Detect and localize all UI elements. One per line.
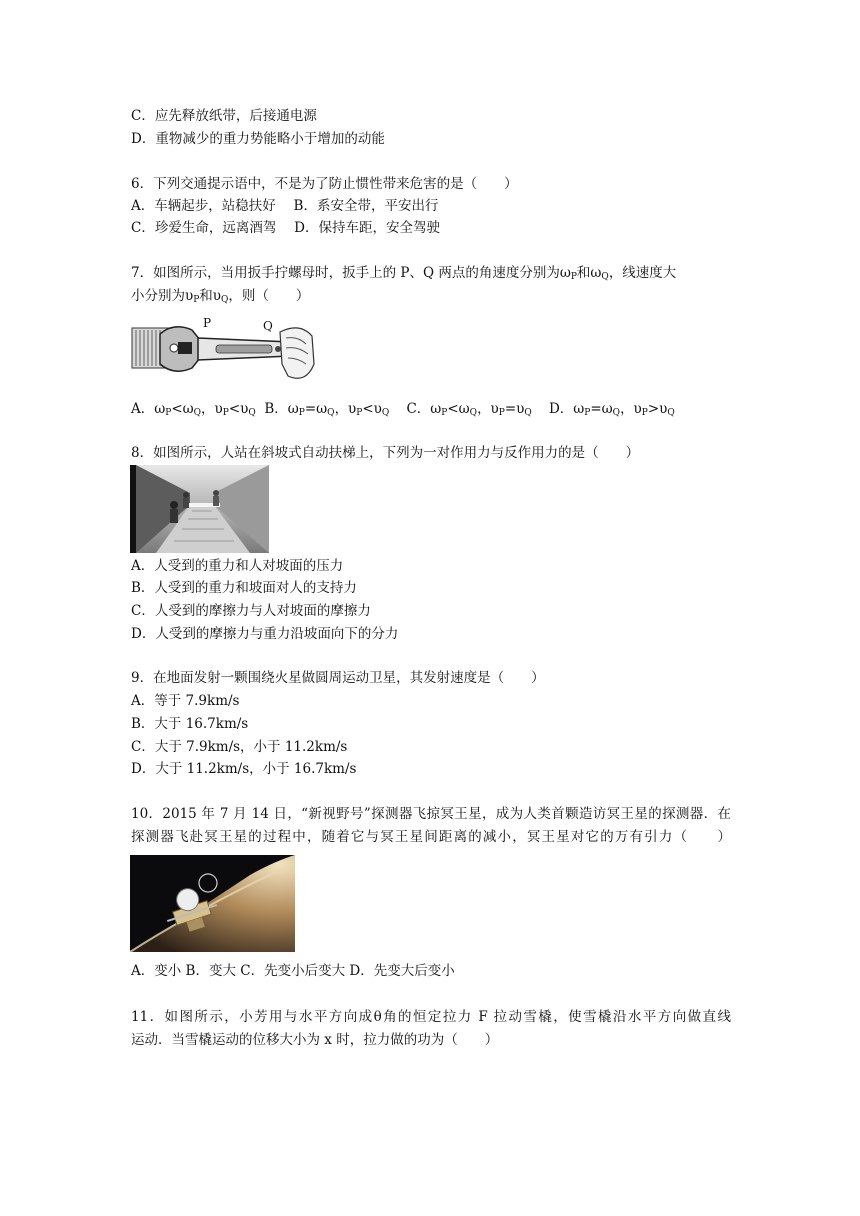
q10-options: A．变小 B．变大 C．先变小后变大 D．先变大后变小 <box>131 963 455 979</box>
q8-escalator-photo <box>130 465 269 553</box>
q6-stem: 6．下列交通提示语中，不是为了防止惯性带来危害的是（ ） <box>131 176 518 192</box>
q9-stem: 9．在地面发射一颗围绕火星做圆周运动卫星，其发射速度是（ ） <box>131 670 545 686</box>
q6-options-row1: A．车辆起步，站稳扶好 B．系安全带，平安出行 <box>131 198 439 214</box>
q10-stem-line1: 10．2015 年 7 月 14 日，“新视野号”探测器飞掠冥王星，成为人类首颗造访冥王星的探测器．在 <box>131 806 731 822</box>
q8-option-a: A．人受到的重力和人对坡面的压力 <box>131 558 344 574</box>
q5-option-d: D．重物减少的重力势能略小于增加的动能 <box>131 131 385 147</box>
q7-options: A．$\omega_P<\omega_Q$，$\upsilon_P<\upsilon_Q$ B．$\omega_P=\omega_Q$，$\upsilon_P<\upsilon_Q$ C．$\omega_P<\omega_Q$，$\upsilon_P=\upsilon_Q$ D．$\omega_P=\omega_Q$，$\upsilon_P>\upsilon_Q$ <box>131 401 675 418</box>
q10-stem-line2: 探测器飞赴冥王星的过程中，随着它与冥王星间距离的减小，冥王星对它的万有引力（ ） <box>131 829 731 845</box>
q7-fig-label-p: P <box>203 316 212 330</box>
q9-option-a: A．等于 7.9km/s <box>131 693 240 709</box>
q11-stem-line2: 运动．当雪橇运动的位移大小为 x 时，拉力做的功为（ ） <box>131 1032 499 1048</box>
q7-stem-line2: 小分别为$\upsilon_P$和$\upsilon_Q$，则（ ） <box>131 288 310 305</box>
q7-fig-label-q: Q <box>263 319 273 333</box>
q6-options-row2: C．珍爱生命，远离酒驾 D．保持车距，安全驾驶 <box>131 220 440 236</box>
q9-option-b: B．大于 16.7km/s <box>131 716 249 732</box>
q8-option-d: D．人受到的摩擦力与重力沿坡面向下的分力 <box>131 626 399 642</box>
q5-option-c: C．应先释放纸带，后接通电源 <box>131 108 317 124</box>
q8-stem: 8．如图所示，人站在斜坡式自动扶梯上，下列为一对作用力与反作用力的是（ ） <box>131 445 640 461</box>
q7-stem-line1: 7．如图所示，当用扳手拧螺母时，扳手上的 P、Q 两点的角速度分别为$\omega_P$和$\omega_Q$，线速度大 <box>131 265 677 282</box>
q9-option-d: D．大于 11.2km/s，小于 16.7km/s <box>131 761 357 777</box>
q9-option-c: C．大于 7.9km/s，小于 11.2km/s <box>131 739 348 755</box>
q7-wrench-figure <box>130 314 316 386</box>
q11-stem-line1: 11．如图所示，小芳用与水平方向成θ角的恒定拉力 F 拉动雪橇，使雪橇沿水平方向做直线 <box>131 1009 731 1025</box>
q8-option-c: C．人受到的摩擦力与人对坡面的摩擦力 <box>131 603 371 619</box>
q8-option-b: B．人受到的重力和坡面对人的支持力 <box>131 580 357 596</box>
q10-probe-photo <box>130 855 295 952</box>
